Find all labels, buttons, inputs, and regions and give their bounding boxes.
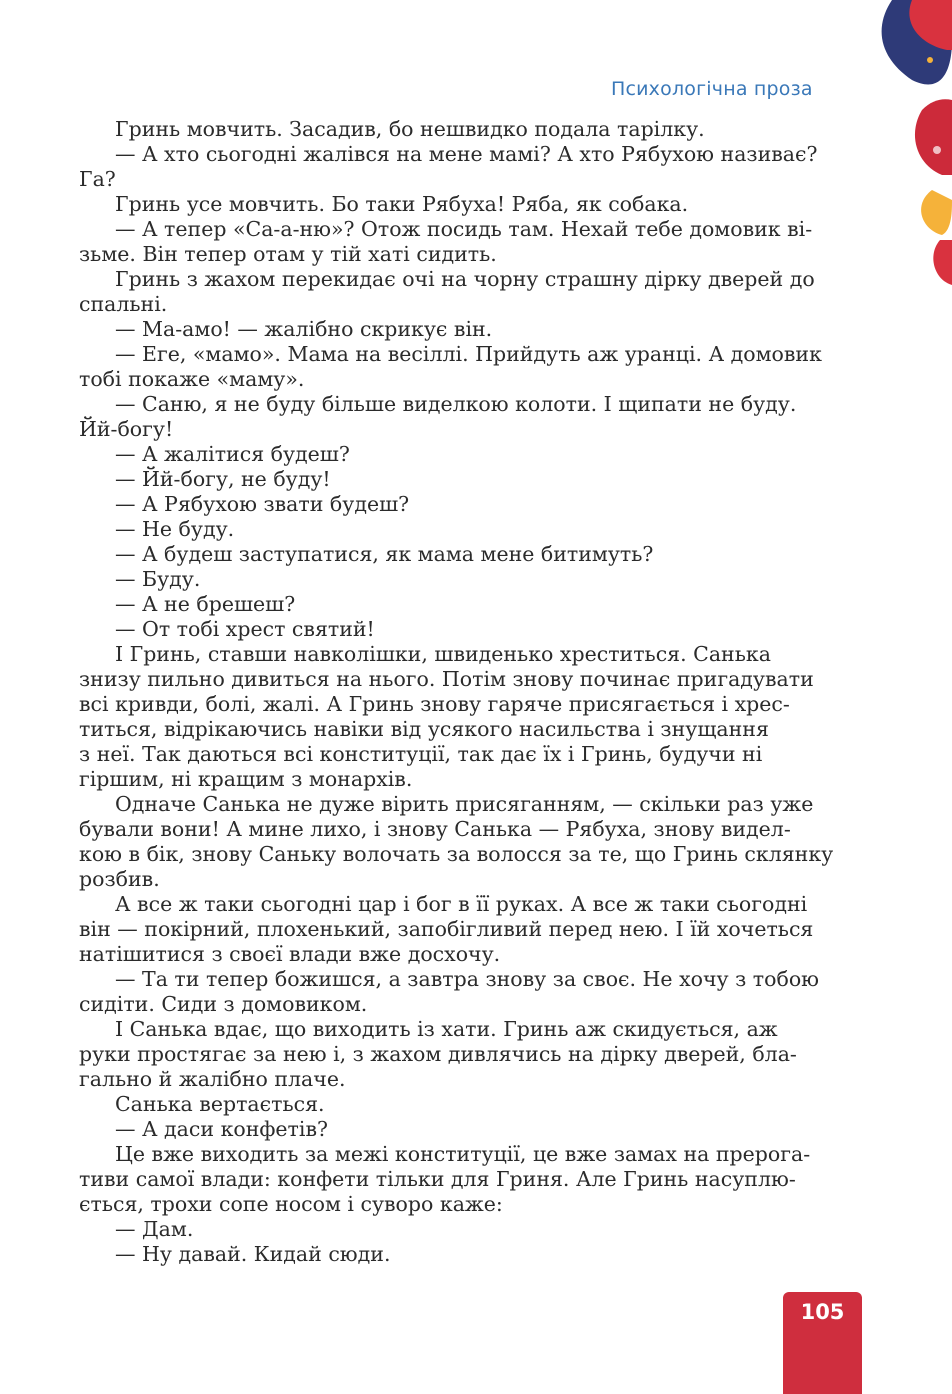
text-line: тиви самої влади: конфети тільки для Гриня. Але Гринь насуплю- [79,1167,796,1191]
text-line: спальні. [79,292,168,316]
text-line: руки простягає за нею і, з жахом дивлячись на дірку дверей, бла- [79,1042,797,1066]
text-line: гально й жалібно плаче. [79,1067,346,1091]
floral-corner-decoration [852,0,952,300]
text-line: Гринь мовчить. Засадив, бо нешвидко подала тарілку. [115,117,705,141]
section-title: Психологічна проза [611,78,813,100]
text-line: — Ма-амо! — жалібно скрикує він. [115,317,493,341]
text-line: Одначе Санька не дуже вірить присяганням, — скільки раз уже [115,792,814,816]
text-line: — Ну давай. Кидай сюди. [115,1242,391,1266]
text-line: — Йй-богу, не буду! [115,467,331,491]
text-line: — А хто сьогодні жалівся на мене мамі? А хто Рябухою називає? [115,142,818,166]
text-line: розбив. [79,867,160,891]
text-line: сидіти. Сиди з домовиком. [79,992,368,1016]
text-line: І Санька вдає, що виходить із хати. Гринь аж скидується, аж [115,1017,778,1041]
text-line: — А даси конфетів? [115,1117,328,1141]
text-line: Це вже виходить за межі конституції, це вже замах на прерога- [115,1142,811,1166]
text-line: — Та ти тепер божишся, а завтра знову за своє. Не хочу з тобою [115,967,820,991]
text-line: — Еге, «мамо». Мама на весіллі. Прийдуть аж уранці. А домовик [115,342,822,366]
text-line: А все ж таки сьогодні цар і бог в її руках. А все ж таки сьогодні [115,892,808,916]
page-number: 105 [800,1300,845,1324]
text-line: Санька вертається. [115,1092,325,1116]
text-line: титься, відрікаючись навіки від усякого насильства і знущання [79,717,769,741]
text-line: — От тобі хрест святий! [115,617,375,641]
text-line: Гринь з жахом перекидає очі на чорну страшну дірку дверей до [115,267,815,291]
text-line: Га? [79,167,116,191]
text-line: — А не брешеш? [115,592,296,616]
text-line: кою в бік, знову Саньку волочать за волосся за те, що Гринь склянку [79,842,834,866]
text-line: — А тепер «Са-а-ню»? Отож посидь там. Нехай тебе домовик ві- [115,217,813,241]
text-line: натішитися з своєї влади вже досхочу. [79,942,501,966]
text-line: — А Рябухою звати будеш? [115,492,410,516]
body-text [79,117,845,1267]
text-line: І Гринь, ставши навколішки, швиденько хреститься. Санька [115,642,771,666]
text-line: — Дам. [115,1217,194,1241]
text-line: — Саню, я не буду більше виделкою колоти. І щипати не буду. [115,392,797,416]
text-line: — Не буду. [115,517,235,541]
text-line: зьме. Він тепер отам у тій хаті сидить. [79,242,497,266]
text-line: він — покірний, плохенький, запобігливий перед нею. І їй хочеться [79,917,814,941]
text-line: — Буду. [115,567,201,591]
text-line: — А будеш заступатися, як мама мене битимуть? [115,542,654,566]
text-line: з неї. Так даються всі конституції, так дає їх і Гринь, будучи ні [79,742,763,766]
text-line: ється, трохи сопе носом і суворо каже: [79,1192,503,1216]
text-line: знизу пильно дивиться на нього. Потім знову починає пригадувати [79,667,814,691]
text-line: Йй-богу! [79,417,174,441]
text-line: Гринь усе мовчить. Бо таки Рябуха! Ряба, як собака. [115,192,689,216]
text-line: тобі покаже «маму». [79,367,305,391]
page-number-tab [783,1292,862,1394]
text-line: — А жалітися будеш? [115,442,350,466]
text-line: бували вони! А мине лихо, і знову Санька — Рябуха, знову видел- [79,817,791,841]
text-line: гіршим, ні кращим з монархів. [79,767,413,791]
text-line: всі кривди, болі, жалі. А Гринь знову гаряче присягається і хрес- [79,692,790,716]
